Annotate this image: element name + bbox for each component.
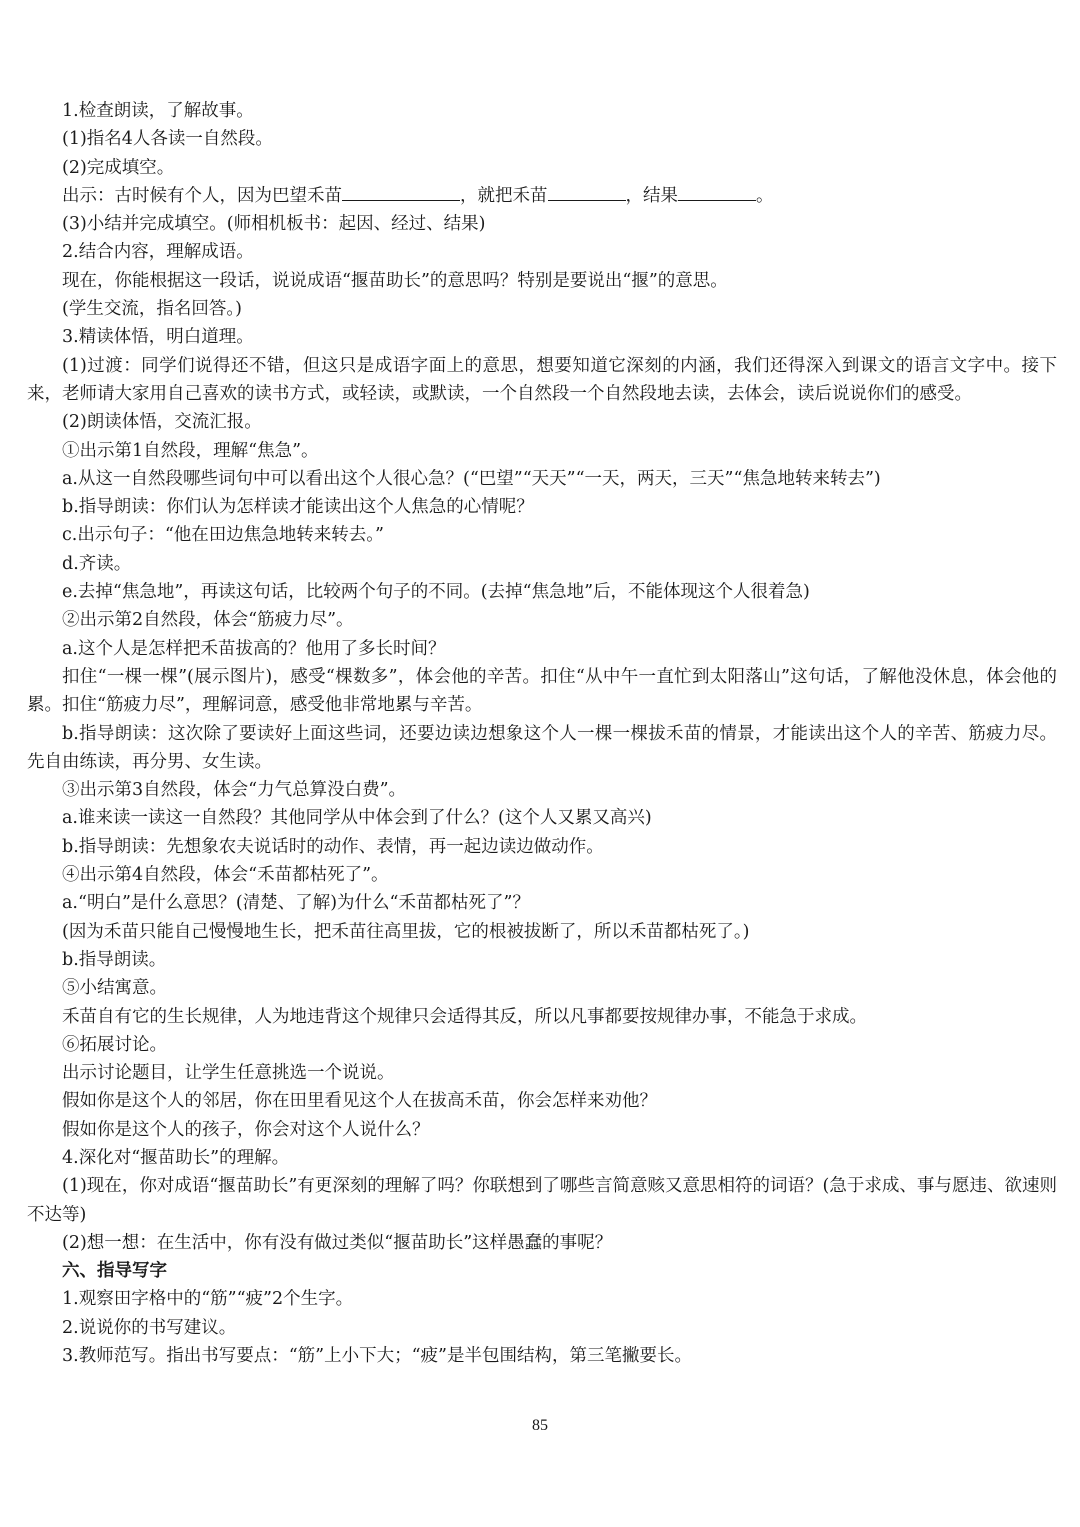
paragraph: e.去掉“焦急地”，再读这句话，比较两个句子的不同。(去掉“焦急地”后，不能体现这个人很着急) (62, 582, 810, 603)
paragraph: a.从这一自然段哪些词句中可以看出这个人很心急？(“巴望”“天天”“一天，两天，三天”“焦急地转来转去”) (62, 468, 881, 489)
paragraph: c.出示句子：“他在田边焦急地转来转去。” (62, 525, 385, 546)
paragraph: a.谁来读一读这一自然段？其他同学从中体会到了什么？(这个人又累又高兴) (62, 808, 652, 829)
blank-line (678, 182, 756, 201)
fill-mid: ，就把禾苗 (460, 185, 548, 206)
paragraph: (1)现在，你对成语“揠苗助长”有更深刻的理解了吗？你联想到了哪些言简意赅又意思相符的词语？(急于求成、事与愿违、欲速则不达等) (27, 1176, 1057, 1225)
paragraph: 出示讨论题目，让学生任意挑选一个说说。 (62, 1063, 395, 1084)
fill-mid: ，结果 (625, 185, 678, 206)
paragraph: 禾苗自有它的生长规律，人为地违背这个规律只会适得其反，所以凡事都要按规律办事，不能急于求成。 (62, 1006, 867, 1027)
paragraph: ③出示第3自然段，体会“力气总算没白费”。 (62, 780, 407, 801)
blank-line (342, 182, 460, 201)
paragraph: a.这个人是怎样把禾苗拔高的？他用了多长时间？ (62, 638, 446, 659)
paragraph: d.齐读。 (62, 553, 132, 574)
fill-in-blank-paragraph (27, 182, 1057, 210)
paragraph: (2)朗读体悟，交流汇报。 (62, 412, 262, 433)
paragraph: (2)完成填空。 (62, 157, 175, 178)
paragraph: 4.深化对“揠苗助长”的理解。 (62, 1147, 290, 1168)
document-page (27, 97, 1057, 1370)
paragraph: 3.教师范写。指出书写要点：“筋”上小下大；“疲”是半包围结构，第三笔撇要长。 (62, 1346, 692, 1367)
fill-suffix: 。 (756, 185, 774, 206)
paragraph: (1)过渡：同学们说得还不错，但这只是成语字面上的意思，想要知道它深刻的内涵，我们还得深入到课文的语言文字中。接下来，老师请大家用自己喜欢的读书方式，或轻读，或默读，一个自然段一个自然段地去读，去体会，读后说说你们的感受。 (27, 355, 1057, 404)
paragraph: a.“明白”是什么意思？(清楚、了解)为什么“禾苗都枯死了”？ (62, 893, 530, 914)
paragraph: 假如你是这个人的邻居，你在田里看见这个人在拔高禾苗，你会怎样来劝他？ (62, 1091, 657, 1112)
paragraph: ④出示第4自然段，体会“禾苗都枯死了”。 (62, 865, 389, 886)
paragraph: (1)指名4人各读一自然段。 (62, 129, 273, 150)
paragraph: (3)小结并完成填空。(师相机板书：起因、经过、结果) (62, 214, 486, 235)
paragraph: b.指导朗读：你们认为怎样读才能读出这个人焦急的心情呢？ (62, 497, 534, 518)
page-number: 85 (532, 1417, 548, 1434)
paragraph: ⑥拓展讨论。 (62, 1034, 167, 1055)
paragraph: ②出示第2自然段，体会“筋疲力尽”。 (62, 610, 354, 631)
paragraph: 现在，你能根据这一段话，说说成语“揠苗助长”的意思吗？特别是要说出“揠”的意思。 (62, 270, 728, 291)
paragraph: 2.结合内容，理解成语。 (62, 242, 254, 263)
paragraph: 1.观察田字格中的“筋”“疲”2个生字。 (62, 1289, 354, 1310)
paragraph: b.指导朗读。 (62, 949, 167, 970)
section-heading: 六、指导写字 (62, 1261, 167, 1282)
paragraph: (学生交流，指名回答。) (62, 299, 242, 320)
paragraph: b.指导朗读：先想象农夫说话时的动作、表情，再一起边读边做动作。 (62, 836, 604, 857)
paragraph: 假如你是这个人的孩子，你会对这个人说什么？ (62, 1119, 430, 1140)
paragraph: 扣住“一棵一棵”(展示图片)，感受“棵数多”，体会他的辛苦。扣住“从中午一直忙到太阳落山”这句话，了解他没休息，体会他的累。扣住“筋疲力尽”，理解词意，感受他非常地累与辛苦。 (27, 666, 1057, 716)
paragraph: 3.精读体悟，明白道理。 (62, 327, 254, 348)
paragraph: ⑤小结寓意。 (62, 978, 167, 999)
paragraph: b.指导朗读：这次除了要读好上面这些词，还要边读边想象这个人一棵一棵拔禾苗的情景，才能读出这个人的辛苦、筋疲力尽。先自由练读，再分男、女生读。 (27, 723, 1057, 772)
paragraph: 2.说说你的书写建议。 (62, 1317, 237, 1338)
paragraph: (因为禾苗只能自己慢慢地生长，把禾苗往高里拔，它的根被拔断了，所以禾苗都枯死了。) (62, 921, 750, 942)
blank-line (548, 182, 626, 201)
paragraph: 1.检查朗读，了解故事。 (62, 101, 254, 121)
fill-prefix: 出示：古时候有个人，因为巴望禾苗 (62, 185, 342, 206)
paragraph: (2)想一想：在生活中，你有没有做过类似“揠苗助长”这样愚蠢的事呢？ (62, 1232, 613, 1253)
paragraph: ①出示第1自然段，理解“焦急”。 (62, 440, 319, 461)
